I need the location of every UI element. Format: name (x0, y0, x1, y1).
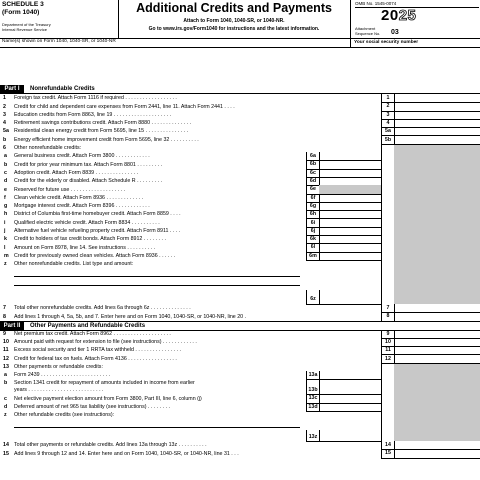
name-ssn-row (0, 38, 480, 48)
line-box-number: 2 (381, 102, 395, 111)
line-box-number: 14 (381, 441, 395, 450)
amount-field-6z[interactable] (319, 290, 381, 305)
line-sub-letter: a (4, 372, 7, 379)
form-line-13z (0, 411, 480, 419)
line-text: Retirement savings contributions credit. Attach Form 8880 . . . . . . . . . . . . . . (14, 120, 192, 127)
attachment-label: Attachment (355, 26, 376, 31)
form-line-p1-5b (0, 136, 480, 144)
line-text: Education credits from Form 8863, line 19 . . . . . . . . . . . . . . . . . . . . (14, 111, 172, 118)
line-box-number: 8 (381, 312, 395, 321)
line-sub-letter: c (4, 169, 7, 176)
form-line-p2-13b (0, 379, 480, 394)
line-text: Credit for federal tax on fuels. Attach Form 4136 . . . . . . . . . . . . . . . . . (14, 355, 177, 362)
form-line-p1-6i (0, 219, 480, 227)
amount-field-p2-15[interactable] (394, 449, 480, 458)
form-line-13 (0, 363, 480, 371)
line-text: Add lines 9 through 12 and 14. Enter here and on Form 1040, 1040-SR, or 1040-NR, line 31 . . . (14, 450, 239, 457)
line-box-number: 1 (381, 94, 395, 103)
form-line-p1-6k (0, 235, 480, 243)
form-line-p1-6d (0, 177, 480, 185)
line-box-number: 4 (381, 119, 395, 128)
form-line-p2-11 (0, 346, 480, 354)
list-entry-line[interactable] (14, 427, 300, 428)
line-number: 15 (3, 450, 9, 457)
form-line-p2-12 (0, 355, 480, 363)
line-number: 14 (3, 442, 9, 449)
form-line-p1-1 (0, 94, 480, 102)
line-text: Qualified electric vehicle credit. Attach Form 8834 . . . . . . . . . . (14, 219, 160, 226)
amount-field-p2-13b[interactable] (319, 379, 381, 395)
schedule-label: SCHEDULE 3 (2, 1, 44, 8)
line-box-number: 6z (306, 290, 320, 305)
form-line-p1-6j (0, 227, 480, 235)
form-line-p2-13c (0, 394, 480, 402)
line-text: Adoption credit. Attach Form 8839 . . . . . . . . . . . . . . . (14, 169, 139, 176)
omb-number: OMB No. 1545-0074 (355, 1, 479, 8)
part-2-tag: Part II (0, 322, 24, 330)
line-box-number: 7 (381, 304, 395, 313)
line-sub-letter: z (4, 412, 7, 418)
line-sub-letter: d (4, 403, 8, 410)
form-line-p1-3 (0, 111, 480, 119)
tax-year-suffix: 25 (398, 7, 417, 24)
line-box-number: 13b (306, 379, 320, 395)
line-number: 1 (3, 95, 6, 102)
line-text: Alternative fuel vehicle refueling property credit. Attach Form 8911 . . . . (14, 228, 181, 235)
line-number: 6 (3, 144, 6, 151)
name-field-label: Name(s) shown on Form 1040, 1040-SR, or 1040-NR (2, 39, 116, 44)
line-text: Credit for prior year minimum tax. Attach Form 8801 . . . . . . . . . (14, 161, 163, 168)
form-line-p2-9 (0, 330, 480, 338)
line-box-number: 6g (306, 202, 320, 211)
form-line-p2-10 (0, 338, 480, 346)
line-text: Amount paid with request for extension to file (see instructions) . . . . . . . . . . . . (14, 339, 197, 346)
line-number: 5a (3, 128, 9, 135)
line-text: Clean vehicle credit. Attach Form 8936 . . . . . . . . . . . . . (14, 194, 144, 201)
sequence-number: 03 (391, 29, 399, 36)
line-text: Form 2439 . . . . . . . . . . . . . . . . . . . . . . . . (14, 372, 111, 379)
line-text: Credit to holders of tax credit bonds. Attach Form 8912 . . . . . . . . (14, 236, 166, 243)
line-sub-letter: d (4, 178, 8, 185)
form-line-p2-13a (0, 371, 480, 379)
line-sub-letter: a (4, 153, 7, 160)
form-line-p1-2 (0, 102, 480, 110)
line-text: Net elective payment election amount from Form 3800, Part III, line 6, column (j) (14, 395, 202, 402)
column-rule (381, 144, 382, 304)
attach-instruction: Attach to Form 1040, 1040-SR, or 1040-NR. (183, 18, 285, 24)
line-text: Mortgage interest credit. Attach Form 8396 . . . . . . . . . . . . (14, 203, 150, 210)
line-number: 4 (3, 120, 6, 127)
line-box-number: 6d (306, 177, 320, 186)
form-line-p1-7 (0, 304, 480, 312)
form-line-p1-6c (0, 169, 480, 177)
form-line-p2-13d (0, 403, 480, 411)
form-line-p1-6f (0, 194, 480, 202)
line-sub-letter: z (4, 261, 7, 267)
part-1-title: Nonrefundable Credits (30, 86, 95, 92)
form-line-p1-8 (0, 312, 480, 320)
line-text: Add lines 1 through 4, 5a, 5b, and 7. Enter here and on Form 1040, 1040-SR, or 1040-NR, line 20 . (14, 313, 247, 320)
line-number: 9 (3, 330, 6, 337)
line-text: Other nonrefundable credits. List type and amount: (14, 261, 134, 267)
form-line-6 (0, 144, 480, 152)
line-text: Other payments or refundable credits: (14, 363, 103, 370)
line-box-number: 6k (306, 235, 320, 244)
line-sub-letter: b (4, 380, 8, 387)
reserved-shading (319, 185, 381, 193)
line-box-number: 6l (306, 243, 320, 252)
line-sub-letter: f (4, 194, 6, 201)
list-entry-line[interactable] (14, 276, 300, 277)
form-line-p2-15 (0, 449, 480, 457)
line-box-number: 6i (306, 219, 320, 228)
form-title: Additional Credits and Payments (136, 1, 332, 15)
line-text: Energy efficient home improvement credit from Form 5695, line 32 . . . . . . . . . . (14, 136, 199, 143)
part-1-header (0, 85, 480, 94)
line-text: Section 1341 credit for repayment of amounts included in income from earlier (14, 380, 195, 387)
line-text: Deferred amount of net 965 tax liability (see instructions) . . . . . . . . (14, 403, 171, 410)
line-text: Reserved for future use . . . . . . . . . . . . . . . . . . . (14, 186, 126, 193)
part-1-tag: Part I (0, 85, 24, 93)
list-entry-line[interactable] (14, 285, 300, 286)
form-line-p1-6h (0, 210, 480, 218)
tax-year-prefix: 20 (381, 7, 399, 24)
ssn-field-label: Your social security number (354, 40, 419, 45)
line-sub-letter: m (4, 252, 9, 259)
year-block (350, 0, 480, 38)
form-line-p1-6l (0, 243, 480, 251)
line-text: Residential clean energy credit from Form 5695, line 15 . . . . . . . . . . . . . . . (14, 128, 189, 135)
form-line-p1-5a (0, 127, 480, 135)
line-sub-letter: h (4, 211, 8, 218)
line-number: 12 (3, 355, 9, 362)
line-text: Net premium tax credit. Attach Form 8962 . . . . . . . . . . . . . . . . . . . . (14, 330, 171, 337)
line-text: Amount on Form 8978, line 14. See instructions . . . . . . . . . . (14, 244, 156, 251)
form-title-block (118, 0, 350, 38)
sequence-label: Sequence No. (355, 31, 381, 36)
line-box-number: 6c (306, 169, 320, 178)
line-sub-letter: j (4, 228, 6, 235)
line-text: Foreign tax credit. Attach Form 1116 if required . . . . . . . . . . . . . . . . . . (14, 95, 177, 102)
form-line-p1-6m (0, 252, 480, 260)
line-text: Credit for the elderly or disabled. Attach Schedule R . . . . . . . . . (14, 178, 163, 185)
line-box-number: 6j (306, 227, 320, 236)
line-box-number: 12 (381, 355, 395, 364)
line-sub-letter: k (4, 236, 7, 243)
line-box-number: 3 (381, 111, 395, 120)
form-line-6z (0, 260, 480, 268)
line-text: District of Columbia first-time homebuyer credit. Attach Form 8859 . . . . (14, 211, 181, 218)
line-box-number: 5a (381, 127, 395, 136)
line-box-number: 15 (381, 449, 395, 458)
form-reference: (Form 1040) (2, 8, 40, 16)
instructions-link[interactable]: Go to www.irs.gov/Form1040 for instructions and the latest information. (148, 26, 320, 32)
line-number: 8 (3, 313, 6, 320)
form-line-p1-6g (0, 202, 480, 210)
line-box-number: 13c (306, 394, 320, 403)
line-sub-letter: i (4, 219, 6, 226)
line-box-number: 6m (306, 252, 320, 261)
line-box-number: 6e (306, 185, 320, 194)
line-box-number: 6b (306, 160, 320, 169)
ssn-field[interactable] (350, 38, 418, 47)
line-sub-letter: e (4, 186, 7, 193)
line-text: Excess social security and tier 1 RRTA tax withheld . . . . . . . . . . . . . . . . (14, 347, 182, 354)
line-sub-letter: c (4, 395, 7, 402)
line-box-number: 5b (381, 136, 395, 145)
form-line-p1-6a (0, 152, 480, 160)
line-number: 2 (3, 103, 6, 110)
line-number: 13 (3, 363, 9, 370)
line-text: Credit for previously owned clean vehicles. Attach Form 8936 . . . . . . (14, 252, 176, 259)
form-line-p1-6b (0, 160, 480, 168)
department-label: Department of the Treasury (2, 22, 51, 27)
line-text: General business credit. Attach Form 3800 . . . . . . . . . . . . (14, 153, 150, 160)
line-number: 7 (3, 305, 6, 312)
line-box-number: 11 (381, 346, 395, 355)
line-text: Total other nonrefundable credits. Add lines 6a through 6z . . . . . . . . . . . . . . (14, 305, 191, 312)
part-2-title: Other Payments and Refundable Credits (30, 322, 146, 329)
line-box-number: 6f (306, 194, 320, 203)
form-line-p1-4 (0, 119, 480, 127)
tax-year (381, 7, 416, 24)
line-box-number: 13z (306, 430, 320, 442)
line-sub-letter: b (4, 161, 8, 168)
line-text: Other refundable credits (see instructions): (14, 412, 115, 418)
line-box-number: 6a (306, 152, 320, 161)
line-box-number: 13d (306, 403, 320, 412)
line-text: Credit for child and dependent care expenses from Form 2441, line 11. Attach Form 2441 . . . . (14, 103, 235, 110)
form-line-p1-6e (0, 185, 480, 193)
line-box-number: 6h (306, 210, 320, 219)
column-rule (381, 363, 382, 441)
line-number: b (3, 136, 7, 143)
line-box-number: 10 (381, 338, 395, 347)
line-sub-letter: l (4, 244, 6, 251)
line-box-number: 9 (381, 330, 395, 339)
line-sub-letter: g (4, 203, 8, 210)
form-id-block (0, 0, 119, 38)
line-number: 3 (3, 111, 6, 118)
line-text: Other nonrefundable credits: (14, 144, 82, 151)
form-line-p2-14 (0, 441, 480, 449)
irs-label: Internal Revenue Service (2, 27, 47, 32)
line-number: 11 (3, 347, 9, 354)
line-number: 10 (3, 339, 9, 346)
form-header (0, 0, 480, 39)
line-box-number: 13a (306, 371, 320, 380)
name-field[interactable] (2, 39, 116, 44)
line-text: Total other payments or refundable credits. Add lines 13a through 13z . . . . . . . . . . (14, 442, 207, 449)
line-text-continued: years . . . . . . . . . . . . . . . . . . . . . . . . . . (14, 387, 104, 394)
